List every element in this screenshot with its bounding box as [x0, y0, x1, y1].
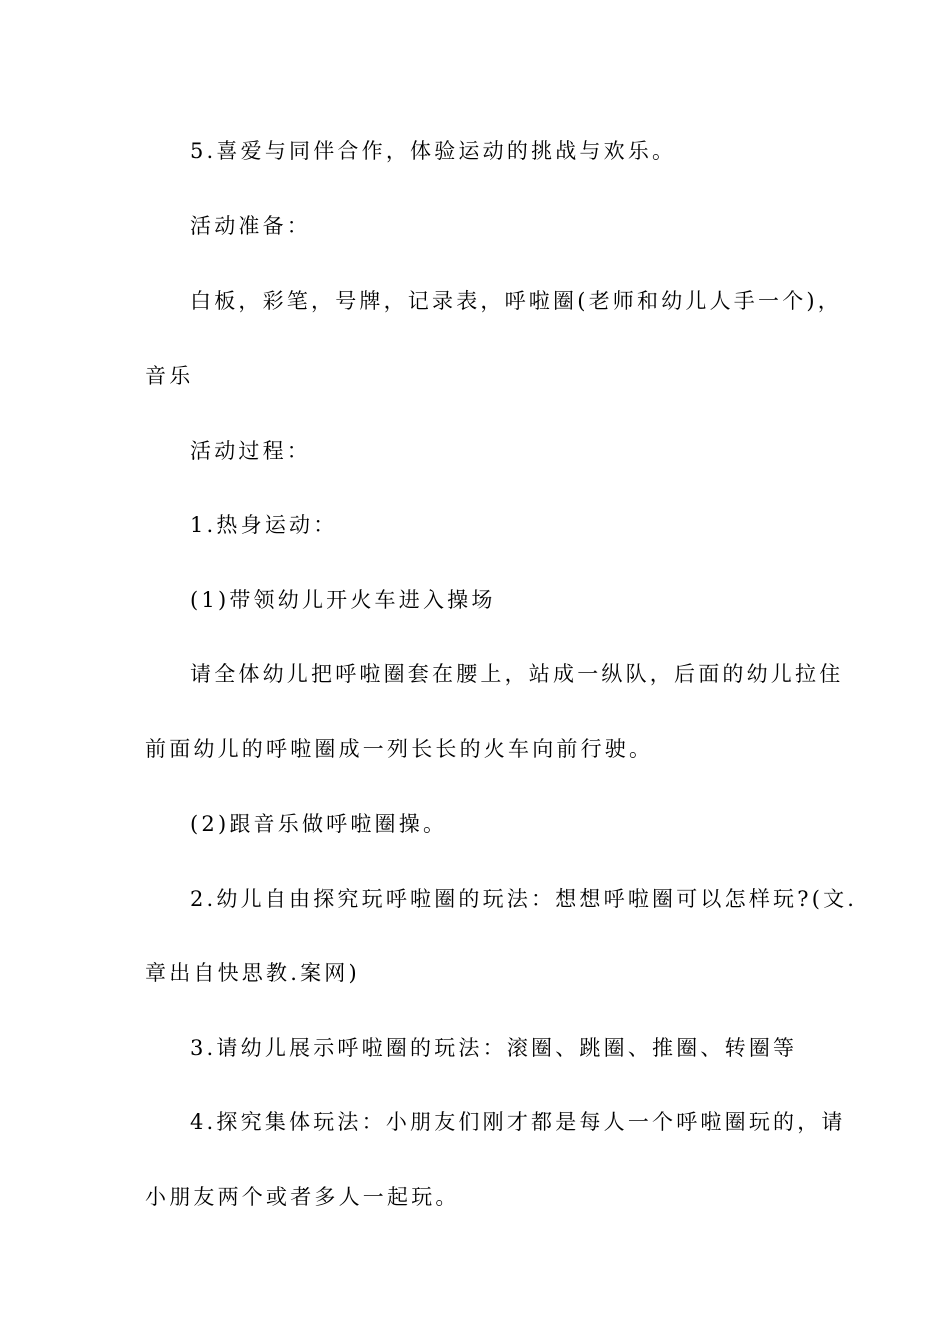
materials-text-line-2: 音乐	[145, 364, 194, 388]
step-2-line-1: 2.幼儿自由探究玩呼啦圈的玩法：想想呼啦圈可以怎样玩?(文.	[190, 887, 858, 911]
step-1-sub-2: (2)跟音乐做呼啦圈操。	[190, 812, 448, 836]
step-2-line-2: 章出自快思教.案网)	[145, 961, 360, 985]
materials-text-line-1: 白板，彩笔，号牌，记录表，呼啦圈(老师和幼儿人手一个)，	[190, 289, 842, 313]
step-3-text: 3.请幼儿展示呼啦圈的玩法：滚圈、跳圈、推圈、转圈等	[190, 1036, 798, 1060]
train-instruction-line-1: 请全体幼儿把呼啦圈套在腰上，站成一纵队，后面的幼儿拉住	[190, 662, 844, 686]
step-4-line-2: 小朋友两个或者多人一起玩。	[145, 1185, 460, 1209]
train-instruction-line-2: 前面幼儿的呼啦圈成一列长长的火车向前行驶。	[145, 737, 654, 761]
process-heading: 活动过程：	[190, 439, 311, 463]
step-4-line-1: 4.探究集体玩法：小朋友们刚才都是每人一个呼啦圈玩的，请	[190, 1110, 846, 1134]
step-1-sub-1: (1)带领幼儿开火车进入操场	[190, 588, 496, 612]
preparation-heading: 活动准备：	[190, 214, 311, 238]
goal-5-text: 5.喜爱与同伴合作，体验运动的挑战与欢乐。	[190, 139, 677, 163]
step-1-heading: 1.热身运动：	[190, 513, 338, 537]
